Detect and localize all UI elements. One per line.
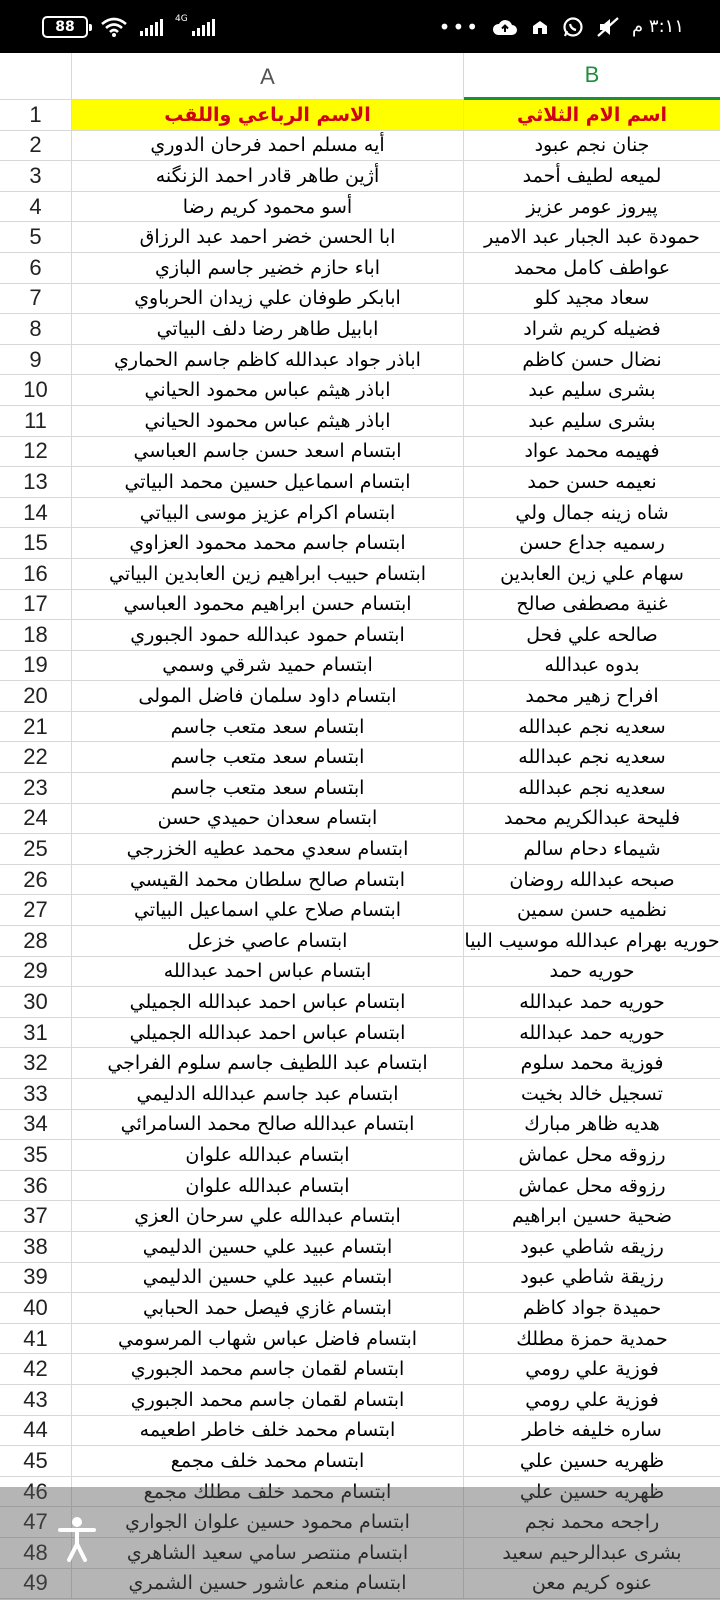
cell-a[interactable]: اباذر هيثم عباس محمود الحياني [72,375,464,405]
row-number[interactable]: 18 [0,620,72,650]
cell-b[interactable]: فوزية علي رومي [525,1358,659,1381]
row-number[interactable]: 46 [0,1477,72,1507]
row-number[interactable]: 8 [0,314,72,344]
row-number[interactable]: 3 [0,161,72,191]
cell-a[interactable]: ابتسام اكرام عزيز موسى البياتي [72,498,464,528]
cell-b[interactable]: لميعه لطيف أحمد [522,164,662,187]
row-number[interactable]: 33 [0,1079,72,1109]
cell-a[interactable]: اباذر هيثم عباس محمود الحياني [72,406,464,436]
cell-a[interactable]: ابتسام فاضل عباس شهاب المرسومي [72,1324,464,1354]
column-header-bar [0,53,720,100]
cell-b[interactable]: بشرى سليم عبد [528,379,656,402]
cell-b[interactable]: بشرى سليم عبد [528,409,656,432]
row-number[interactable]: 19 [0,651,72,681]
cell-b[interactable]: تسجيل خالد بخيت [521,1082,663,1105]
app-notification-icon [530,17,550,37]
row-number[interactable]: 24 [0,804,72,834]
row-number[interactable]: 34 [0,1110,72,1140]
cell-a[interactable]: ابتسام عبد اللطيف جاسم سلوم الفراجي [72,1048,464,1078]
row-number[interactable]: 32 [0,1048,72,1078]
cell-a[interactable]: ابتسام عبدالله علوان [72,1171,464,1201]
cell-a[interactable]: ابتسام حسن ابراهيم محمود العباسي [72,590,464,620]
table-row [0,1538,720,1569]
table-row [0,1293,720,1324]
row-number[interactable]: 13 [0,467,72,497]
row-number[interactable]: 47 [0,1507,72,1537]
network-type: 4G [175,13,188,24]
status-bar-right [439,16,684,38]
cell-a[interactable]: ابتسام عبد جاسم عبدالله الدليمي [72,1079,464,1109]
rows-container [0,100,720,1599]
table-row [0,161,720,192]
row-number[interactable]: 6 [0,253,72,283]
row-number[interactable]: 49 [0,1569,72,1599]
table-row [0,1385,720,1416]
cell-a[interactable]: ابتسام اسعد حسن جاسم العباسي [72,437,464,467]
cell-b[interactable]: افراح زهير محمد [525,685,659,708]
cell-a[interactable]: ابتسام عباس احمد عبدالله الجميلي [72,1018,464,1048]
cell-a[interactable]: ابابكر طوفان علي زيدان الحرباوي [72,284,464,314]
signal-icon [140,18,163,36]
cell-b[interactable]: سعاد مجيد كلو [534,287,650,310]
cell-b[interactable]: حمودة عبد الجبار عبد الامير [484,226,700,249]
table-row [0,1140,720,1171]
cell-a[interactable]: أسو محمود كريم رضا [72,192,464,222]
cell-b[interactable]: حمدية حمزة مطلك [516,1327,668,1350]
table-row [0,987,720,1018]
cell-a[interactable]: ابتسام منتصر سامي سعيد الشاهري [72,1538,464,1568]
table-row [0,528,720,559]
cell-b[interactable]: هديه ظاهر مبارك [524,1113,660,1136]
cell-a[interactable]: ابتسام جاسم محمد محمود العزاوي [72,528,464,558]
table-row [0,192,720,223]
status-bar [0,0,720,53]
cell-b[interactable]: شيماء دحام سالم [523,838,661,861]
table-row [0,559,720,590]
select-all-corner[interactable] [0,53,72,100]
row-number[interactable]: 2 [0,131,72,161]
wifi-icon [100,16,128,38]
row-number[interactable]: 4 [0,192,72,222]
more-dots-icon: ••• [438,14,481,39]
table-row [0,834,720,865]
spreadsheet-grid[interactable] [0,53,720,1600]
cell-b[interactable]: شاه زينه جمال ولي [515,501,669,524]
table-row [0,1018,720,1049]
cell-a[interactable]: ابتسام داود سلمان فاضل المولى [72,681,464,711]
table-row [0,253,720,284]
table-row [0,742,720,773]
cell-b[interactable]: سعديه نجم عبدالله [518,715,666,738]
table-row [0,1416,720,1447]
cell-b[interactable]: رزيقه شاطي عبود [520,1235,664,1258]
clock-time: ٣:١١ م [632,16,684,37]
table-row [0,345,720,376]
table-row [0,1477,720,1508]
cell-a[interactable]: ابتسام سعد متعب جاسم [72,742,464,772]
table-row [0,314,720,345]
row-number[interactable]: 22 [0,742,72,772]
cell-b[interactable]: ظهريه حسين علي [519,1449,665,1472]
table-row [0,1324,720,1355]
battery-icon [42,16,88,38]
table-row [0,681,720,712]
cell-a[interactable]: ابتسام محمد خلف مطلك مجمع [72,1477,464,1507]
row-number[interactable]: 29 [0,957,72,987]
header-row [0,100,720,131]
row-number[interactable]: 23 [0,773,72,803]
cell-b[interactable]: فضيله كريم شراد [523,317,661,340]
table-row [0,1446,720,1477]
cell-a[interactable]: ابتسام لقمان جاسم محمد الجبوري [72,1354,464,1384]
row-number[interactable]: 44 [0,1416,72,1446]
table-row [0,406,720,437]
row-number[interactable]: 35 [0,1140,72,1170]
table-row [0,1569,720,1600]
cell-a[interactable]: ابابيل طاهر رضا دلف البياتي [72,314,464,344]
table-row [0,712,720,743]
table-row [0,1507,720,1538]
cell-b[interactable]: صبحه عبدالله روضان [509,868,675,891]
row-number[interactable]: 14 [0,498,72,528]
cell-a[interactable]: ابتسام عبدالله علوان [72,1140,464,1170]
cell-a[interactable]: ابتسام صالح سلطان محمد القيسي [72,865,464,895]
cell-b[interactable]: عواطف كامل محمد [513,256,671,279]
cell-b[interactable]: ظهريه حسين علي [519,1480,665,1503]
cell-a[interactable]: ابتسام سعد متعب جاسم [72,773,464,803]
table-row [0,375,720,406]
table-row [0,498,720,529]
table-row [0,1232,720,1263]
cell-a[interactable]: ابتسام سعد متعب جاسم [72,712,464,742]
row-number[interactable]: 1 [0,100,72,130]
table-row [0,1171,720,1202]
row-number[interactable]: 20 [0,681,72,711]
table-row [0,651,720,682]
cell-b[interactable]: حوريه حمد عبدالله [519,1021,665,1044]
table-row [0,284,720,315]
cell-b[interactable]: پيروز عومر عزيز [526,195,658,218]
table-row [0,1201,720,1232]
row-number[interactable]: 48 [0,1538,72,1568]
cell-a[interactable]: اباء حازم خضير جاسم البازي [72,253,464,283]
row-number[interactable]: 7 [0,284,72,314]
table-row [0,804,720,835]
table-row [0,131,720,162]
cell-b[interactable]: فوزية محمد سلوم [520,1052,664,1075]
table-row [0,773,720,804]
cell-b[interactable]: حوريه بهرام عبدالله موسيب البيا [464,929,720,952]
cell-a[interactable]: ابتسام محمود حسين علوان الجواري [72,1507,464,1537]
cell-b[interactable]: نضال حسن كاظم [522,348,662,371]
row-number[interactable]: 10 [0,375,72,405]
table-row [0,467,720,498]
row-number[interactable]: 42 [0,1354,72,1384]
cell-a[interactable]: ابتسام عباس احمد عبدالله الجميلي [72,987,464,1017]
cell-a[interactable]: الاسم الرباعي واللقب [72,100,464,130]
cell-a[interactable]: ابتسام حمود عبدالله حمود الجبوري [72,620,464,650]
cell-a[interactable]: ابتسام غازي فيصل حمد الحبابي [72,1293,464,1323]
row-number[interactable]: 17 [0,590,72,620]
table-row [0,1079,720,1110]
cell-b[interactable]: جنان نجم عبود [534,134,650,157]
table-row [0,1048,720,1079]
whatsapp-icon [562,16,584,38]
row-number[interactable]: 25 [0,834,72,864]
row-number[interactable]: 41 [0,1324,72,1354]
cell-b[interactable]: راجحه محمد نجم [524,1511,660,1534]
row-number[interactable]: 45 [0,1446,72,1476]
cell-a[interactable]: ابتسام عبيد علي حسين الدليمي [72,1263,464,1293]
cell-a[interactable]: ابتسام عباس احمد عبدالله [72,957,464,987]
cell-a[interactable]: ابتسام صلاح علي اسماعيل البياتي [72,895,464,925]
table-row [0,1263,720,1294]
row-number[interactable]: 21 [0,712,72,742]
table-row [0,865,720,896]
row-number[interactable]: 11 [0,406,72,436]
cell-a[interactable]: ابتسام محمد خلف خاطر اطعيمه [72,1416,464,1446]
row-number[interactable]: 43 [0,1385,72,1415]
row-number[interactable]: 39 [0,1263,72,1293]
row-number[interactable]: 28 [0,926,72,956]
cell-b[interactable]: سعديه نجم عبدالله [518,776,666,799]
cell-a[interactable]: اباذر جواد عبدالله كاظم جاسم الحماري [72,345,464,375]
mute-icon [596,16,620,38]
cell-a[interactable]: ابتسام عبدالله علي سرحان العزي [72,1201,464,1231]
accessibility-button[interactable] [50,1512,104,1566]
cell-b[interactable]: فليحة عبدالكريم محمد [503,807,681,830]
cell-a[interactable]: أژين طاهر قادر احمد الزنگنه [72,161,464,191]
table-row [0,1354,720,1385]
cell-b[interactable]: فهيمه محمد عواد [524,440,660,463]
table-row [0,590,720,621]
cell-b[interactable]: رزيقة شاطي عبود [520,1266,664,1289]
cell-a[interactable]: ابتسام منعم عاشور حسين الشمري [72,1569,464,1599]
cell-a[interactable]: ابتسام حميد شرقي وسمي [72,651,464,681]
row-number[interactable]: 16 [0,559,72,589]
cell-b[interactable]: حوريه حمد [549,960,635,983]
row-number[interactable]: 31 [0,1018,72,1048]
row-number[interactable]: 36 [0,1171,72,1201]
row-number[interactable]: 5 [0,222,72,252]
cell-a[interactable]: ابتسام سعدي محمد عطيه الخزرجي [72,834,464,864]
cell-a[interactable]: ابتسام محمد خلف مجمع [72,1446,464,1476]
cell-b[interactable]: صالحه علي فحل [526,623,658,646]
row-number[interactable]: 15 [0,528,72,558]
cloud-upload-icon [492,17,518,37]
row-number[interactable]: 37 [0,1201,72,1231]
row-number[interactable]: 38 [0,1232,72,1262]
cell-b[interactable]: فوزية علي رومي [525,1388,659,1411]
cell-a[interactable]: ابتسام عاصي خزعل [72,926,464,956]
cell-b[interactable]: رزوقه محل عماش [518,1143,666,1166]
table-row [0,1110,720,1141]
cell-a[interactable]: ابتسام عبدالله صالح محمد السامرائي [72,1110,464,1140]
accessibility-icon [57,1516,97,1562]
cell-b[interactable]: غنية مصطفى صالح [516,593,668,616]
row-number[interactable]: 26 [0,865,72,895]
status-bar-left [42,13,215,38]
cell-b[interactable]: سهام علي زين العابدين [500,562,684,585]
cell-b[interactable]: حوريه حمد عبدالله [519,991,665,1014]
cell-b[interactable]: رسميه جداع حسن [519,532,665,555]
cell-b[interactable]: ضحية حسين ابراهيم [512,1205,673,1228]
column-header-a[interactable]: A [72,53,464,100]
cell-b[interactable]: حميدة جواد كاظم [522,1296,662,1319]
cell-a[interactable]: أيه مسلم احمد فرحان الدوري [72,131,464,161]
table-row [0,957,720,988]
cell-b[interactable]: اسم الام الثلاثي [464,100,720,130]
cell-b[interactable]: نعيمه حسن حمد [527,470,657,493]
row-number[interactable]: 40 [0,1293,72,1323]
row-number[interactable]: 9 [0,345,72,375]
cell-a[interactable]: ابتسام عبيد علي حسين الدليمي [72,1232,464,1262]
battery-level: 88 [55,18,75,35]
cell-a[interactable]: ابا الحسن خضر احمد عبد الرزاق [72,222,464,252]
table-row [0,620,720,651]
row-number[interactable]: 30 [0,987,72,1017]
cell-a[interactable]: ابتسام اسماعيل حسين محمد البياتي [72,467,464,497]
cell-b[interactable]: سعديه نجم عبدالله [518,746,666,769]
cell-b[interactable]: بشرى عبدالرحيم سعيد [502,1541,682,1564]
row-number[interactable]: 12 [0,437,72,467]
row-number[interactable]: 27 [0,895,72,925]
column-header-b[interactable]: B [464,53,720,100]
cell-b[interactable]: عنوه كريم معن [531,1572,653,1595]
cell-a[interactable]: ابتسام حبيب ابراهيم زين العابدين البياتي [72,559,464,589]
table-row [0,895,720,926]
cell-a[interactable]: ابتسام سعدان حميدي حسن [72,804,464,834]
signal-4g-icon [192,18,215,36]
cell-b[interactable]: نظميه حسن سمين [516,899,668,922]
cell-b[interactable]: بدوه عبدالله [544,654,640,677]
table-row [0,926,720,957]
cell-a[interactable]: ابتسام لقمان جاسم محمد الجبوري [72,1385,464,1415]
table-row [0,437,720,468]
cell-b[interactable]: ساره خليفه خاطر [522,1419,662,1442]
table-row [0,222,720,253]
cell-b[interactable]: رزوقه محل عماش [518,1174,666,1197]
